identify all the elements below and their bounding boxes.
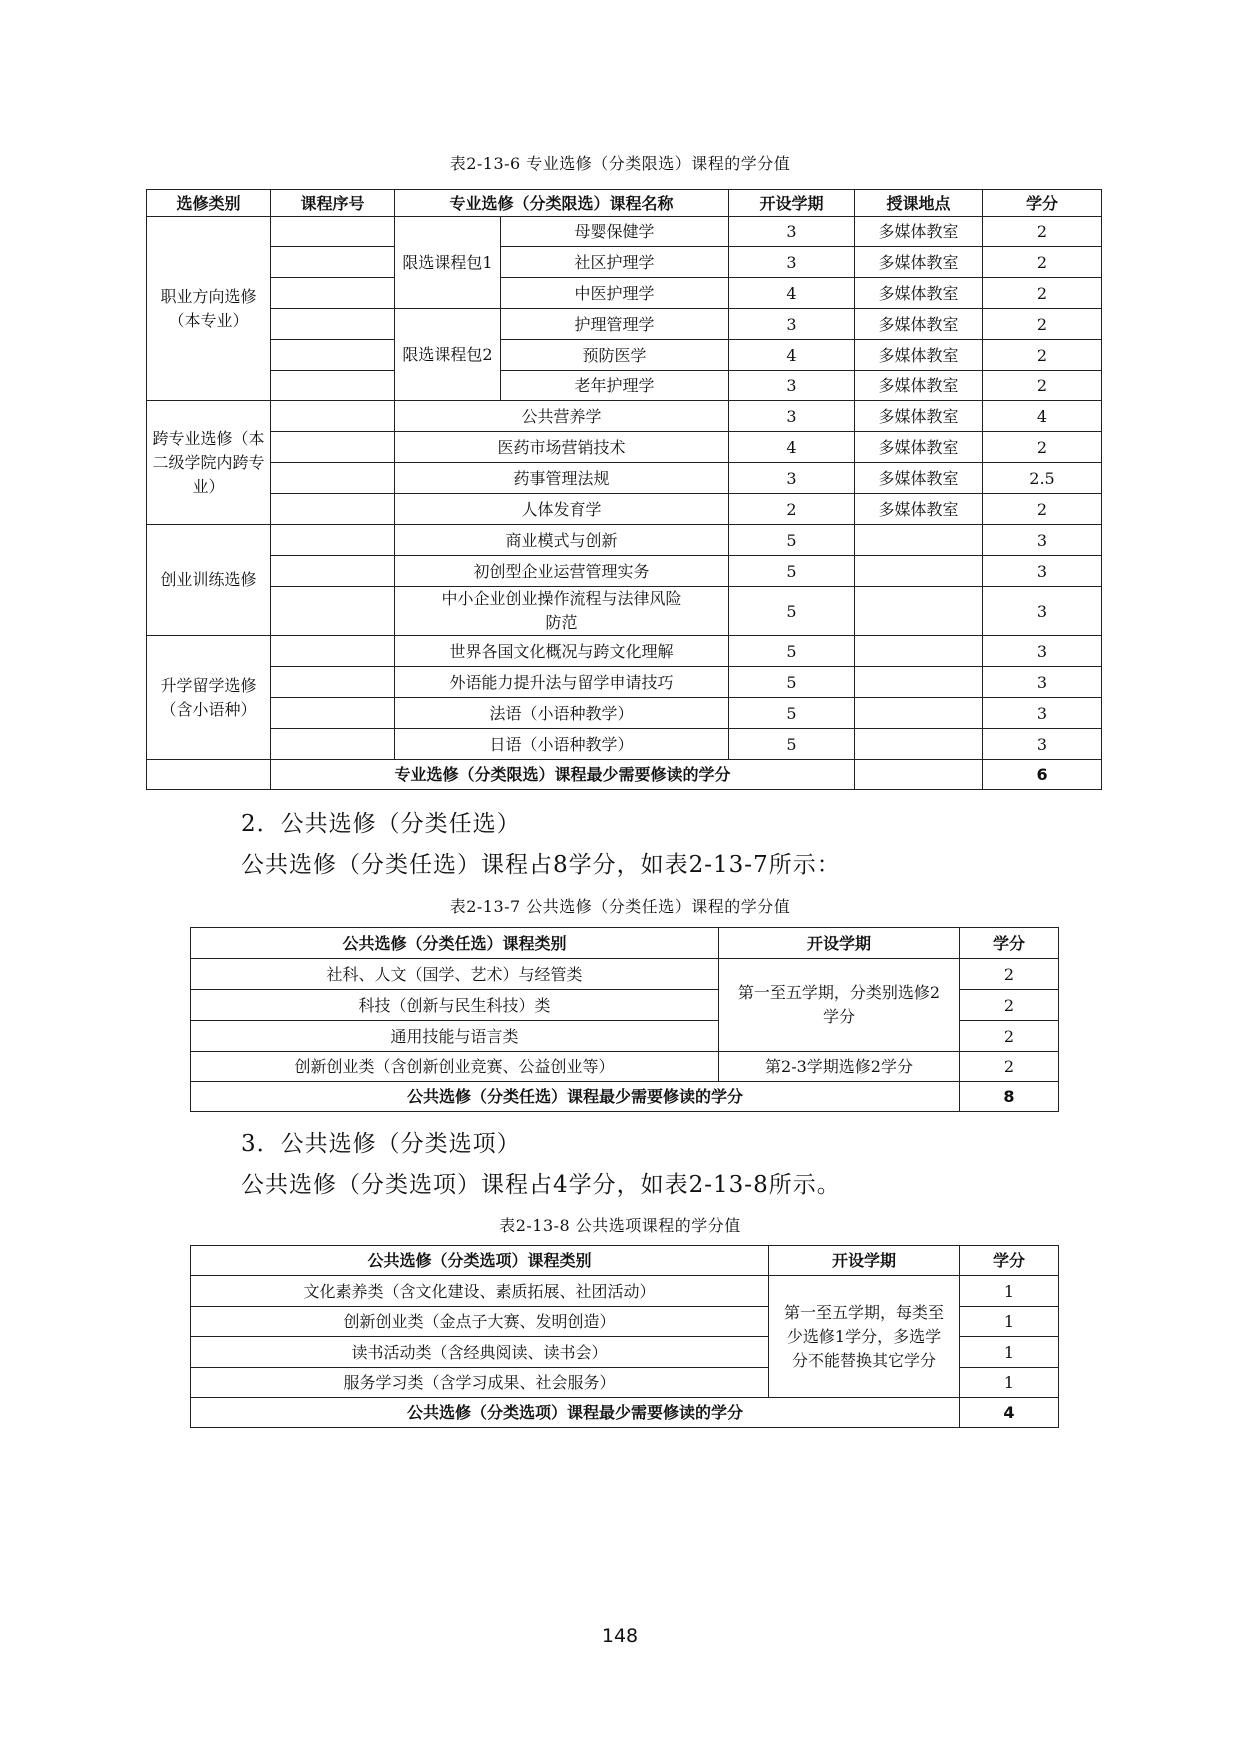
course-no-cell (271, 432, 395, 463)
course-credit: 2 (983, 340, 1102, 371)
table-2-13-8 (190, 1245, 1059, 1428)
header-credit: 学分 (960, 1246, 1059, 1276)
course-name: 护理管理学 (501, 309, 729, 340)
table-row (147, 556, 1102, 587)
course-name: 中小企业创业操作流程与法律风险防范 (395, 587, 729, 636)
course-credit: 2 (983, 494, 1102, 525)
table-row (147, 698, 1102, 729)
table-total-row (191, 1082, 1059, 1112)
course-name: 母婴保健学 (501, 217, 729, 247)
course-name: 预防医学 (501, 340, 729, 371)
header-term: 开设学期 (719, 928, 960, 959)
credit-cell: 2 (960, 990, 1059, 1021)
course-name: 世界各国文化概况与跨文化理解 (395, 636, 729, 667)
table-caption-2-13-6: 表2-13-6 专业选修（分类限选）课程的学分值 (449, 154, 791, 173)
table-row (147, 309, 1102, 340)
term-cell: 第一至五学期，每类至少选修1学分，多选学分不能替换其它学分 (769, 1276, 960, 1398)
course-credit: 2 (983, 309, 1102, 340)
pack-2: 限选课程包2 (395, 309, 501, 401)
section-3-text: 公共选修（分类选项）课程占4学分，如表2-13-8所示。 (241, 1172, 841, 1198)
course-credit: 3 (983, 525, 1102, 556)
course-no-cell (271, 667, 395, 698)
course-credit: 2 (983, 432, 1102, 463)
table-row (191, 959, 1059, 990)
course-no-cell (271, 340, 395, 371)
course-place (855, 698, 983, 729)
table-row (147, 729, 1102, 760)
course-name: 老年护理学 (501, 371, 729, 401)
course-name: 日语（小语种教学） (395, 729, 729, 760)
course-term: 3 (729, 401, 855, 432)
section-2-text: 公共选修（分类任选）课程占8学分，如表2-13-7所示： (241, 852, 841, 878)
table-row (147, 525, 1102, 556)
course-place (855, 636, 983, 667)
course-no-cell (271, 278, 395, 309)
course-no-cell (271, 587, 395, 636)
category-cell: 创新创业类（含创新创业竞赛、公益创业等） (191, 1052, 719, 1082)
course-term: 2 (729, 494, 855, 525)
course-term: 3 (729, 371, 855, 401)
course-place: 多媒体教室 (855, 494, 983, 525)
page-number: 148 (601, 1625, 639, 1647)
course-term: 5 (729, 525, 855, 556)
course-credit: 2 (983, 371, 1102, 401)
table-header-row (191, 928, 1059, 959)
header-course-name: 专业选修（分类限选）课程名称 (395, 190, 729, 217)
total-value: 6 (983, 760, 1102, 790)
course-term: 5 (729, 636, 855, 667)
header-course-no: 课程序号 (271, 190, 395, 217)
course-no-cell (271, 247, 395, 278)
table-2-13-6 (146, 189, 1102, 790)
category-career: 职业方向选修（本专业） (147, 217, 271, 401)
course-no-cell (271, 636, 395, 667)
total-blank-cell (855, 760, 983, 790)
table-row (147, 217, 1102, 247)
course-credit: 2 (983, 247, 1102, 278)
category-cell: 社科、人文（国学、艺术）与经管类 (191, 959, 719, 990)
header-category: 公共选修（分类选项）课程类别 (191, 1246, 769, 1276)
course-name: 外语能力提升法与留学申请技巧 (395, 667, 729, 698)
course-term: 4 (729, 432, 855, 463)
total-label: 公共选修（分类任选）课程最少需要修读的学分 (191, 1082, 960, 1112)
course-credit: 3 (983, 729, 1102, 760)
term-cell: 第2-3学期选修2学分 (719, 1052, 960, 1082)
course-credit: 3 (983, 556, 1102, 587)
course-no-cell (271, 494, 395, 525)
course-term: 3 (729, 463, 855, 494)
section-2-heading: 2．公共选修（分类任选） (241, 811, 521, 837)
total-value: 4 (960, 1398, 1059, 1428)
course-term: 5 (729, 556, 855, 587)
course-term: 5 (729, 698, 855, 729)
table-row (191, 1052, 1059, 1082)
table-row (147, 463, 1102, 494)
course-name: 商业模式与创新 (395, 525, 729, 556)
header-term: 开设学期 (729, 190, 855, 217)
category-cell: 创新创业类（金点子大赛、发明创造） (191, 1307, 769, 1337)
table-row (147, 371, 1102, 401)
total-value: 8 (960, 1082, 1059, 1112)
course-place (855, 587, 983, 636)
course-term: 3 (729, 309, 855, 340)
course-place (855, 556, 983, 587)
course-place (855, 729, 983, 760)
table-header-row (191, 1246, 1059, 1276)
table-header-row (147, 190, 1102, 217)
header-credit: 学分 (960, 928, 1059, 959)
category-cell: 科技（创新与民生科技）类 (191, 990, 719, 1021)
credit-cell: 1 (960, 1276, 1059, 1307)
course-no-cell (271, 309, 395, 340)
pack-1: 限选课程包1 (395, 217, 501, 309)
course-place: 多媒体教室 (855, 340, 983, 371)
course-credit: 2.5 (983, 463, 1102, 494)
course-name: 中医护理学 (501, 278, 729, 309)
course-name: 社区护理学 (501, 247, 729, 278)
total-label: 公共选修（分类选项）课程最少需要修读的学分 (191, 1398, 960, 1428)
table-row (147, 494, 1102, 525)
course-no-cell (271, 463, 395, 494)
total-label: 专业选修（分类限选）课程最少需要修读的学分 (271, 760, 855, 790)
course-term: 5 (729, 729, 855, 760)
category-cell: 读书活动类（含经典阅读、读书会） (191, 1337, 769, 1368)
term-cell: 第一至五学期，分类别选修2学分 (719, 959, 960, 1052)
table-row (147, 247, 1102, 278)
course-name: 公共营养学 (395, 401, 729, 432)
header-category: 公共选修（分类任选）课程类别 (191, 928, 719, 959)
course-no-cell (271, 556, 395, 587)
category-cell: 文化素养类（含文化建设、素质拓展、社团活动） (191, 1276, 769, 1307)
course-no-cell (271, 217, 395, 247)
course-place: 多媒体教室 (855, 309, 983, 340)
category-cross: 跨专业选修（本二级学院内跨专业） (147, 401, 271, 525)
category-cell: 通用技能与语言类 (191, 1021, 719, 1052)
course-term: 3 (729, 247, 855, 278)
credit-cell: 1 (960, 1337, 1059, 1368)
credit-cell: 1 (960, 1368, 1059, 1398)
table-row (147, 667, 1102, 698)
course-no-cell (271, 525, 395, 556)
course-name: 药事管理法规 (395, 463, 729, 494)
credit-cell: 2 (960, 959, 1059, 990)
category-study: 升学留学选修（含小语种） (147, 636, 271, 760)
course-place (855, 525, 983, 556)
credit-cell: 1 (960, 1307, 1059, 1337)
course-term: 4 (729, 278, 855, 309)
table-2-13-7 (190, 927, 1059, 1112)
course-name: 法语（小语种教学） (395, 698, 729, 729)
credit-cell: 2 (960, 1021, 1059, 1052)
course-credit: 2 (983, 278, 1102, 309)
course-term: 5 (729, 667, 855, 698)
course-credit: 3 (983, 587, 1102, 636)
header-category: 选修类别 (147, 190, 271, 217)
course-place (855, 667, 983, 698)
table-row (147, 340, 1102, 371)
course-no-cell (271, 401, 395, 432)
table-total-row (147, 760, 1102, 790)
course-place: 多媒体教室 (855, 371, 983, 401)
table-caption-2-13-8: 表2-13-8 公共选项课程的学分值 (499, 1216, 741, 1235)
header-term: 开设学期 (769, 1246, 960, 1276)
total-blank-cell (147, 760, 271, 790)
course-no-cell (271, 698, 395, 729)
course-term: 3 (729, 217, 855, 247)
course-credit: 3 (983, 636, 1102, 667)
credit-cell: 2 (960, 1052, 1059, 1082)
course-credit: 4 (983, 401, 1102, 432)
course-name: 初创型企业运营管理实务 (395, 556, 729, 587)
course-place: 多媒体教室 (855, 401, 983, 432)
course-place: 多媒体教室 (855, 432, 983, 463)
category-cell: 服务学习类（含学习成果、社会服务） (191, 1368, 769, 1398)
table-row (147, 401, 1102, 432)
course-place: 多媒体教室 (855, 463, 983, 494)
table-caption-2-13-7: 表2-13-7 公共选修（分类任选）课程的学分值 (449, 897, 791, 916)
course-no-cell (271, 371, 395, 401)
course-name: 医药市场营销技术 (395, 432, 729, 463)
course-term: 5 (729, 587, 855, 636)
course-credit: 2 (983, 217, 1102, 247)
table-row (147, 432, 1102, 463)
course-credit: 3 (983, 698, 1102, 729)
table-row (147, 278, 1102, 309)
course-credit: 3 (983, 667, 1102, 698)
table-total-row (191, 1398, 1059, 1428)
header-credit: 学分 (983, 190, 1102, 217)
course-place: 多媒体教室 (855, 247, 983, 278)
category-startup: 创业训练选修 (147, 525, 271, 636)
table-row (147, 636, 1102, 667)
section-3-heading: 3．公共选修（分类选项） (241, 1131, 521, 1157)
table-row (147, 587, 1102, 636)
header-place: 授课地点 (855, 190, 983, 217)
course-place: 多媒体教室 (855, 217, 983, 247)
course-name: 人体发育学 (395, 494, 729, 525)
course-term: 4 (729, 340, 855, 371)
course-place: 多媒体教室 (855, 278, 983, 309)
table-row (191, 1276, 1059, 1307)
course-no-cell (271, 729, 395, 760)
